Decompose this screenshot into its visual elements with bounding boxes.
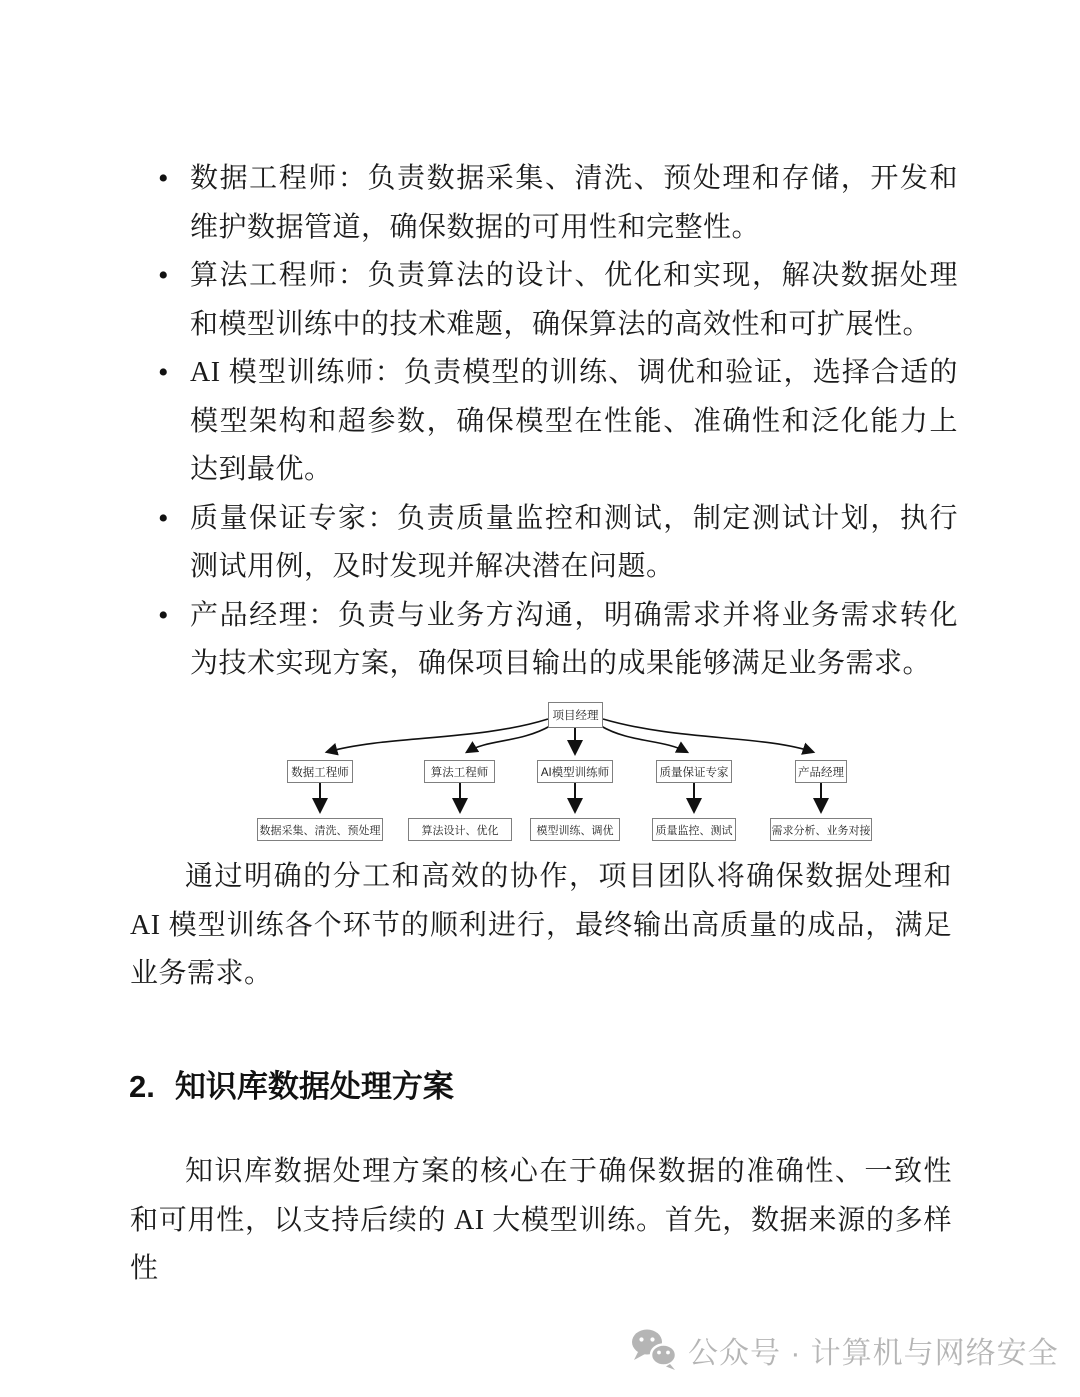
paragraph-teamwork: 通过明确的分工和高效的协作，项目团队将确保数据处理和 AI 模型训练各个环节的顺利进行，最终输出高质量的成品，满足业务需求。 xyxy=(130,861,952,989)
watermark-footer xyxy=(630,1328,1059,1372)
org-task-quality-monitoring: 质量监控、测试 xyxy=(652,818,736,841)
bullet-item-ai-model-trainer: • AI 模型训练师：负责模型的训练、调优和验证，选择合适的模型架构和超参数，确保模型在性能、准确性和泛化能力上达到最优。 xyxy=(190,349,958,495)
section-title: 知识库数据处理方案 xyxy=(174,1069,454,1104)
bullet-item-data-engineer: • 数据工程师：负责数据采集、清洗、预处理和存储，开发和维护数据管道，确保数据的可用性和完整性。 xyxy=(190,155,958,252)
section-heading xyxy=(129,1066,454,1108)
wechat-icon xyxy=(630,1328,678,1372)
section-number: 2. xyxy=(129,1069,155,1104)
org-node-ai-model-trainer: AI模型训练师 xyxy=(537,760,613,783)
org-node-algorithm-engineer: 算法工程师 xyxy=(424,760,495,783)
org-task-data-collection: 数据采集、清洗、预处理 xyxy=(257,818,383,841)
bullet-item-product-manager: • 产品经理：负责与业务方沟通，明确需求并将业务需求转化为技术实现方案，确保项目输出的成果能够满足业务需求。 xyxy=(190,592,958,689)
org-task-model-training: 模型训练、调优 xyxy=(530,818,620,841)
org-chart xyxy=(248,697,880,847)
org-node-qa-expert: 质量保证专家 xyxy=(656,760,732,783)
bullet-item-algorithm-engineer: • 算法工程师：负责算法的设计、优化和实现，解决数据处理和模型训练中的技术难题，确保算法的高效性和可扩展性。 xyxy=(190,252,958,349)
org-node-product-manager: 产品经理 xyxy=(795,760,847,783)
org-node-data-engineer: 数据工程师 xyxy=(287,760,353,783)
watermark-text: 公众号 · 计算机与网络安全 xyxy=(688,1337,1059,1370)
paragraph-knowledge-intro: 知识库数据处理方案的核心在于确保数据的准确性、一致性和可用性，以支持后续的 AI 大模型训练。首先，数据来源的多样性 xyxy=(130,1156,952,1284)
role-bullet-list xyxy=(130,155,958,689)
org-task-algorithm-design: 算法设计、优化 xyxy=(408,818,512,841)
org-task-requirement-analysis: 需求分析、业务对接 xyxy=(770,818,872,841)
bullet-item-qa-expert: • 质量保证专家：负责质量监控和测试，制定测试计划，执行测试用例，及时发现并解决潜在问题。 xyxy=(190,495,958,592)
org-node-project-manager: 项目经理 xyxy=(548,702,603,728)
